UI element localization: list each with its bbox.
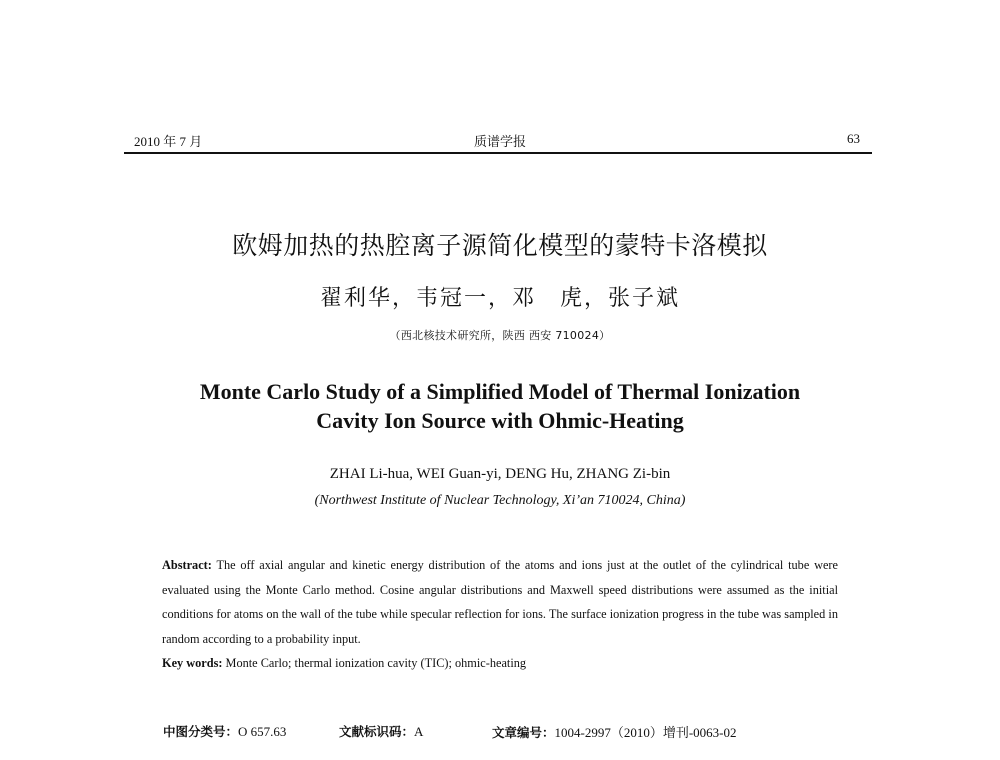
article-no-label: 文章编号： — [492, 725, 555, 740]
keywords-text: Monte Carlo; thermal ionization cavity (TIC); ohmic-heating — [225, 656, 527, 670]
english-affiliation: (Northwest Institute of Nuclear Technology, Xi’an 710024, China) — [314, 493, 686, 508]
abstract-label: Abstract: — [162, 558, 212, 572]
english-authors: ZHAI Li-hua, WEI Guan-yi, DENG Hu, ZHANG Zi-bin — [329, 466, 671, 482]
article-no-value: 1004-2997（2010）增刊-0063-02 — [554, 725, 737, 740]
clc-value: O 657.63 — [238, 724, 287, 739]
header-rule — [124, 152, 872, 154]
abstract-paragraph — [162, 553, 838, 651]
running-header-journal: 质谱学报 — [473, 134, 526, 149]
article-number — [492, 722, 737, 741]
running-header-date: 2010 年 7 月 — [134, 134, 203, 149]
doc-code-value: A — [414, 724, 424, 739]
english-title-line-2: Cavity Ion Source with Ohmic-Heating — [316, 408, 684, 433]
chinese-title: 欧姆加热的热腔离子源简化模型的蒙特卡洛模拟 — [232, 231, 768, 260]
keywords-label: Key words: — [162, 656, 223, 670]
english-title-line-1: Monte Carlo Study of a Simplified Model of Thermal Ionization — [199, 379, 801, 404]
document-code — [339, 722, 423, 740]
chinese-authors: 翟利华，韦冠一，邓 虎，张子斌 — [319, 286, 680, 311]
chinese-affiliation: （西北核技术研究所，陕西 西安 710024） — [389, 329, 611, 342]
abstract-block — [162, 553, 838, 676]
doc-code-label: 文献标识码： — [339, 724, 415, 739]
abstract-text: The off axial angular and kinetic energy distribution of the atoms and ions just at the outlet of the cylindrical tube were evaluated using the Monte Carlo method. Cosine angular distributions and Maxwell speed distributions were assumed as the initial conditions for atoms on the wall of the tube while specular reflection for ions. The surface ionization progress in the tube was sampled in random according to a probability input. — [162, 558, 838, 646]
page-number: 63 — [847, 131, 860, 146]
clc-label: 中图分类号： — [163, 724, 239, 739]
keywords-paragraph — [162, 651, 838, 676]
english-title — [0, 377, 1000, 435]
clc-number — [163, 722, 286, 740]
